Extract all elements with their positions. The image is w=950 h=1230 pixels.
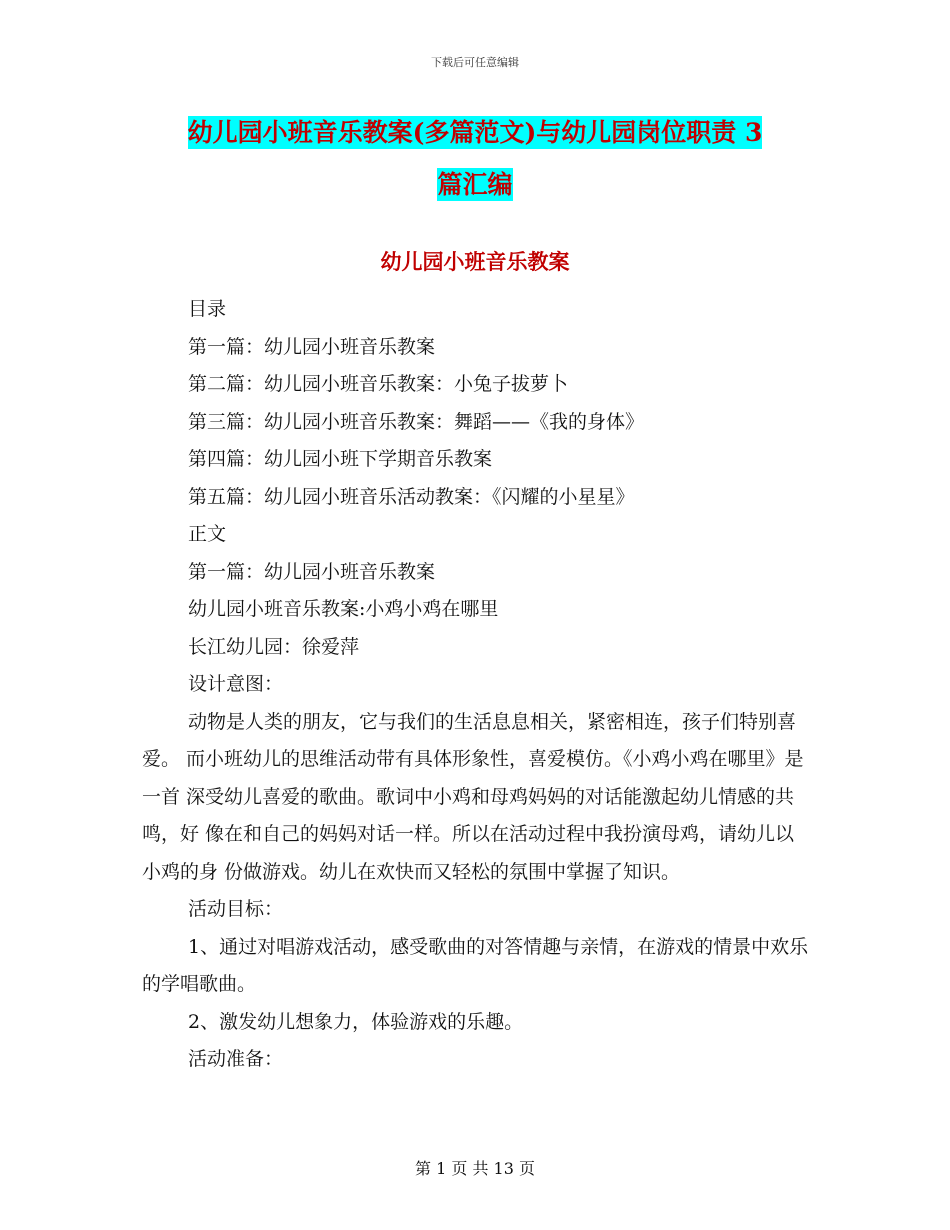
- design-paragraph: 动物是人类的朋友，它与我们的生活息息相关，紧密相连，孩子们特别喜爱。 而小班幼儿的思维活动带有具体形象性，喜爱模仿。《小鸡小鸡在哪里》是一首 深受幼儿喜爱的歌曲。歌词中小鸡和母鸡妈妈的对话能激起幼儿情感的共鸣，好 像在和自己的妈妈对话一样。所以在活动过程中我扮演母鸡，请幼儿以小鸡的身 份做游戏。幼儿在欢快而又轻松的氛围中掌握了知识。: [142, 710, 804, 883]
- goal-item: 1、通过对唱游戏活动，感受歌曲的对答情趣与亲情，在游戏的情景中欢乐的学唱歌曲。: [142, 935, 809, 995]
- header-note: 下载后可任意编辑: [431, 56, 519, 69]
- title-line-1: 幼儿园小班音乐教案(多篇范文)与幼儿园岗位职责 3: [187, 118, 763, 147]
- design-heading: 设计意图：: [188, 673, 284, 695]
- goal-item: 2、激发幼儿想象力，体验游戏的乐趣。: [188, 1010, 524, 1033]
- chapter-heading: 第一篇：幼儿园小班音乐教案: [188, 560, 436, 583]
- section-subtitle: 幼儿园小班音乐教案: [380, 249, 570, 274]
- goals-heading: 活动目标：: [188, 898, 284, 920]
- title-line-2: 篇汇编: [437, 170, 513, 199]
- toc-item: 第五篇：幼儿园小班音乐活动教案：《闪耀的小星星》: [188, 485, 635, 508]
- prep-heading: 活动准备：: [188, 1048, 284, 1070]
- toc-heading: 目录: [188, 298, 227, 320]
- author-line: 长江幼儿园：徐爱萍: [188, 635, 360, 658]
- toc-item: 第二篇：幼儿园小班音乐教案：小兔子拔萝卜: [188, 373, 569, 395]
- body-heading: 正文: [188, 523, 227, 545]
- page-footer: 第 1 页 共 13 页: [415, 1159, 535, 1178]
- lesson-title: 幼儿园小班音乐教案:小鸡小鸡在哪里: [188, 598, 499, 620]
- document-title: [140, 107, 810, 211]
- toc-item: 第四篇：幼儿园小班下学期音乐教案: [188, 448, 493, 470]
- toc-item: 第三篇：幼儿园小班音乐教案：舞蹈——《我的身体》: [188, 410, 645, 433]
- toc-item: 第一篇：幼儿园小班音乐教案: [188, 335, 436, 358]
- toc-block: [142, 291, 812, 1079]
